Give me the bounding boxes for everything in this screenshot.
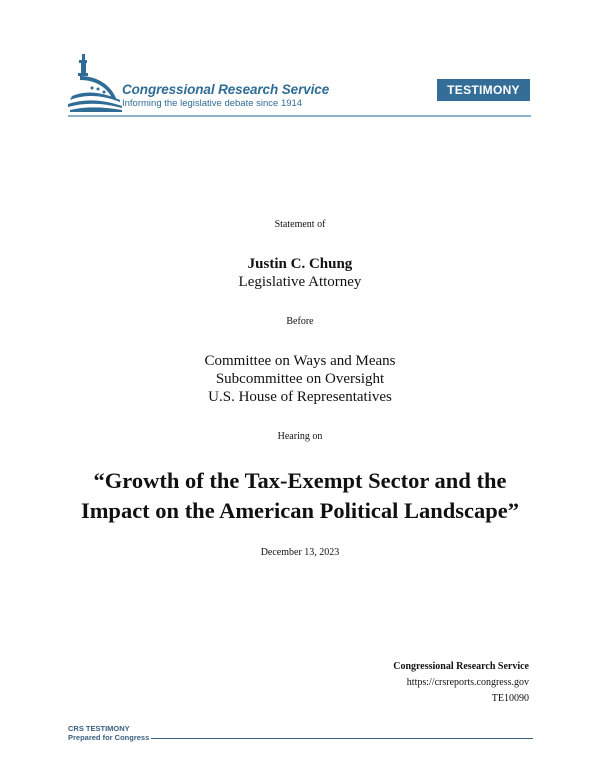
footer-divider [151, 738, 533, 739]
hearing-title-line: “Growth of the Tax-Exempt Sector and the [93, 468, 507, 493]
committee-block [0, 352, 600, 406]
capitol-dome-icon [66, 52, 124, 112]
hearing-label: Hearing on [277, 431, 323, 442]
report-number: TE10090 [491, 693, 529, 704]
footer-info [393, 659, 529, 707]
footer-url[interactable]: https://crsreports.congress.gov [406, 677, 529, 688]
organization-tagline: Informing the legislative debate since 1914 [122, 98, 303, 109]
organization-name: Congressional Research Service [122, 82, 330, 97]
speaker-title: Legislative Attorney [238, 274, 362, 290]
statement-intro: Statement of [274, 219, 326, 230]
header-divider [68, 115, 531, 117]
document-type-badge: TESTIMONY [437, 79, 530, 101]
speaker-name: Justin C. Chung [247, 256, 353, 272]
page-header [0, 0, 600, 120]
committee-line: Subcommittee on Oversight [215, 371, 385, 387]
footer-label-subtitle: Prepared for Congress [68, 733, 150, 742]
footer-label [68, 724, 149, 742]
footer-organization: Congressional Research Service [393, 661, 529, 672]
before-label: Before [286, 316, 314, 327]
committee-line: Committee on Ways and Means [204, 353, 396, 369]
footer-label-title: CRS TESTIMONY [68, 724, 130, 733]
hearing-title-line: Impact on the American Political Landscape” [80, 498, 520, 523]
hearing-date: December 13, 2023 [260, 547, 340, 558]
hearing-title [0, 466, 600, 526]
committee-line: U.S. House of Representatives [208, 389, 392, 405]
